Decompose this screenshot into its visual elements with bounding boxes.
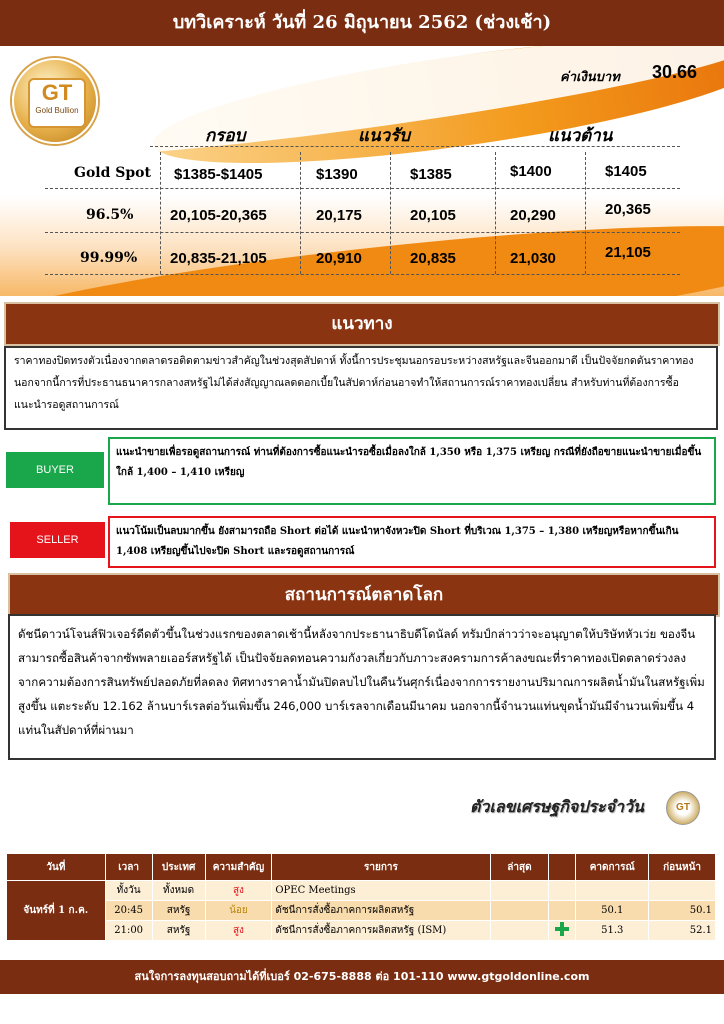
econ-section-title: ตัวเลขเศรษฐกิจประจำวัน: [470, 797, 644, 816]
col-previous: ก่อนหน้า: [649, 854, 716, 881]
price-range: $1385-$1405: [174, 166, 263, 183]
page-title: บทวิเคราะห์ วันที่ 26 มิถุนายน 2562 (ช่วงเช้า): [0, 0, 724, 46]
resistance-2: 20,365: [605, 201, 651, 218]
table-row: [7, 881, 716, 901]
grid-line: [495, 152, 496, 274]
row-previous: 50.1: [649, 901, 716, 921]
col-actual: ล่าสุด: [490, 854, 549, 881]
support-2: 20,105: [410, 207, 456, 224]
row-importance: สูง: [205, 921, 272, 941]
grid-line: [300, 152, 301, 274]
col-country: ประเทศ: [152, 854, 205, 881]
footer-contact: สนใจการลงทุนสอบถามได้ที่เบอร์ 02-675-8888 ต่อ 101-110 www.gtgoldonline.com: [0, 960, 724, 994]
row-time: ทั้งวัน: [105, 881, 152, 901]
resistance-1: 20,290: [510, 207, 556, 224]
row-indicator: [549, 881, 576, 901]
seller-advice: แนวโน้มเป็นลบมากขึ้น ยังสามารถถือ Short ต่อได้ แนะนำหาจังหวะปิด Short ที่บริเวณ 1,375 – 1,380 เหรียญหรือหากขึ้นเกิน 1,408 เหรียญขึ้นไปจะปิด Short และรอดูสถานการณ์: [108, 516, 716, 568]
row-previous: [649, 881, 716, 901]
row-actual: [490, 881, 549, 901]
col-time: เวลา: [105, 854, 152, 881]
grid-line: [160, 152, 161, 274]
support-1: 20,910: [316, 250, 362, 267]
row-indicator: [549, 921, 576, 941]
price-range: 20,835-21,105: [170, 250, 267, 267]
table-header-row: [7, 854, 716, 881]
table-row: [7, 901, 716, 921]
logo-text: GT: [41, 80, 73, 105]
col-indicator: [549, 854, 576, 881]
col-forecast: คาดการณ์: [576, 854, 649, 881]
resistance-1: 21,030: [510, 250, 556, 267]
col-importance: ความสำคัญ: [205, 854, 272, 881]
col-header-range: กรอบ: [205, 126, 246, 146]
seller-tag: SELLER: [10, 522, 105, 558]
trend-section-title: แนวทาง: [4, 302, 720, 346]
plus-icon: [555, 922, 569, 936]
buyer-tag: BUYER: [6, 452, 104, 488]
support-2: $1385: [410, 166, 452, 183]
resistance-2: 21,105: [605, 244, 651, 261]
support-1: 20,175: [316, 207, 362, 224]
row-importance: น้อย: [205, 901, 272, 921]
support-1: $1390: [316, 166, 358, 183]
row-country: สหรัฐ: [152, 921, 205, 941]
row-event: OPEC Meetings: [272, 881, 490, 901]
row-forecast: [576, 881, 649, 901]
row-time: 20:45: [105, 901, 152, 921]
row-label-99-99: 99.99%: [80, 250, 138, 266]
gt-logo-small: GT: [666, 791, 700, 825]
row-country: ทั้งหมด: [152, 881, 205, 901]
world-text: ดัชนีดาวน์โจนส์ฟิวเจอร์ดีดตัวขึ้นในช่วงแรกของตลาดเช้านี้หลังจากประธานาธิบดีโดนัลด์ ทรัมป์กล่าวว่าจะอนุญาตให้บริษัทหัวเว่ย ของจีนสามารถซื้อสินค้าจากซัพพลายเออร์สหรัฐได้ เป็นปัจจัยลดทอนความกังวลเกี่ยวกับภาวะสงครามการค้าลงขณะที่ราคาทองเปิดตลาดร่วงลงจากความต้องการสินทรัพย์ปลอดภัยที่ลดลง ทิศทางราคาน้ำมันปิดลบไปในคืนวันศุกร์เนื่องจากการรายงานปริมาณการผลิตน้ำมันในสหรัฐเพิ่มสูงขึ้น แตะระดับ 12.162 ล้านบาร์เรลต่อวันเพิ่มขึ้น 246,000 บาร์เรลจากเดือนมีนาคม นอกจากนี้จำนวนแท่นขุดน้ำมันมีจำนวนเพิ่มขึ้น 4 แท่นในสัปดาห์ที่ผ่านมา: [8, 614, 716, 760]
row-previous: 52.1: [649, 921, 716, 941]
row-indicator: [549, 901, 576, 921]
row-actual: [490, 921, 549, 941]
world-section-title: สถานการณ์ตลาดโลก: [8, 573, 720, 617]
row-actual: [490, 901, 549, 921]
gt-gold-bullion-logo: [12, 58, 98, 144]
exchange-rate-value: 30.66: [652, 62, 698, 82]
row-importance: สูง: [205, 881, 272, 901]
trend-text: ราคาทองปิดทรงตัวเนื่องจากตลาดรอติดตามข่าวสำคัญในช่วงสุดสัปดาห์ ทั้งนี้การประชุมนอกรอบระหว่างสหรัฐและจีนออกมาดี เป็นปัจจัยกดดันราคาทอง นอกจากนี้การที่ประธานธนาคารกลางสหรัฐไม่ได้ส่งสัญญาณลดดอกเบี้ยในสัปดาห์ก่อนอาจทำให้สถานการณ์ราคาทองเปลี่ยน สำหรับท่านที่ต้องการซื้อแนะนำรอดูสถานการณ์: [4, 346, 718, 430]
econ-calendar-table: [6, 853, 716, 941]
col-date: วันที่: [7, 854, 106, 881]
grid-line: [390, 152, 391, 274]
row-label-96-5: 96.5%: [86, 207, 134, 223]
row-forecast: 51.3: [576, 921, 649, 941]
col-header-support: แนวรับ: [358, 126, 411, 146]
row-event: ดัชนีการสั่งซื้อภาคการผลิตสหรัฐ: [272, 901, 490, 921]
row-label-gold-spot: Gold Spot: [74, 165, 151, 181]
row-forecast: 50.1: [576, 901, 649, 921]
exchange-rate-label: ค่าเงินบาท: [560, 70, 620, 85]
grid-line: [150, 146, 680, 147]
logo-subtext: Gold Bullion: [35, 106, 79, 115]
row-country: สหรัฐ: [152, 901, 205, 921]
table-row: [7, 921, 716, 941]
row-time: 21:00: [105, 921, 152, 941]
grid-line: [585, 152, 586, 274]
resistance-2: $1405: [605, 163, 647, 180]
support-2: 20,835: [410, 250, 456, 267]
col-header-resistance: แนวต้าน: [548, 126, 613, 146]
resistance-1: $1400: [510, 163, 552, 180]
grid-line: [45, 274, 680, 275]
row-date: จันทร์ที่ 1 ก.ค.: [7, 881, 106, 941]
price-range: 20,105-20,365: [170, 207, 267, 224]
row-event: ดัชนีการสั่งซื้อภาคการผลิตสหรัฐ (ISM): [272, 921, 490, 941]
buyer-advice: แนะนำขายเพื่อรอดูสถานการณ์ ท่านที่ต้องการซื้อแนะนำรอซื้อเมื่อลงใกล้ 1,350 หรือ 1,375 เหรียญ กรณีที่ยังถือขายแนะนำขายเมื่อขึ้นใกล้ 1,400 – 1,410 เหรียญ: [108, 437, 716, 505]
col-event: รายการ: [272, 854, 490, 881]
